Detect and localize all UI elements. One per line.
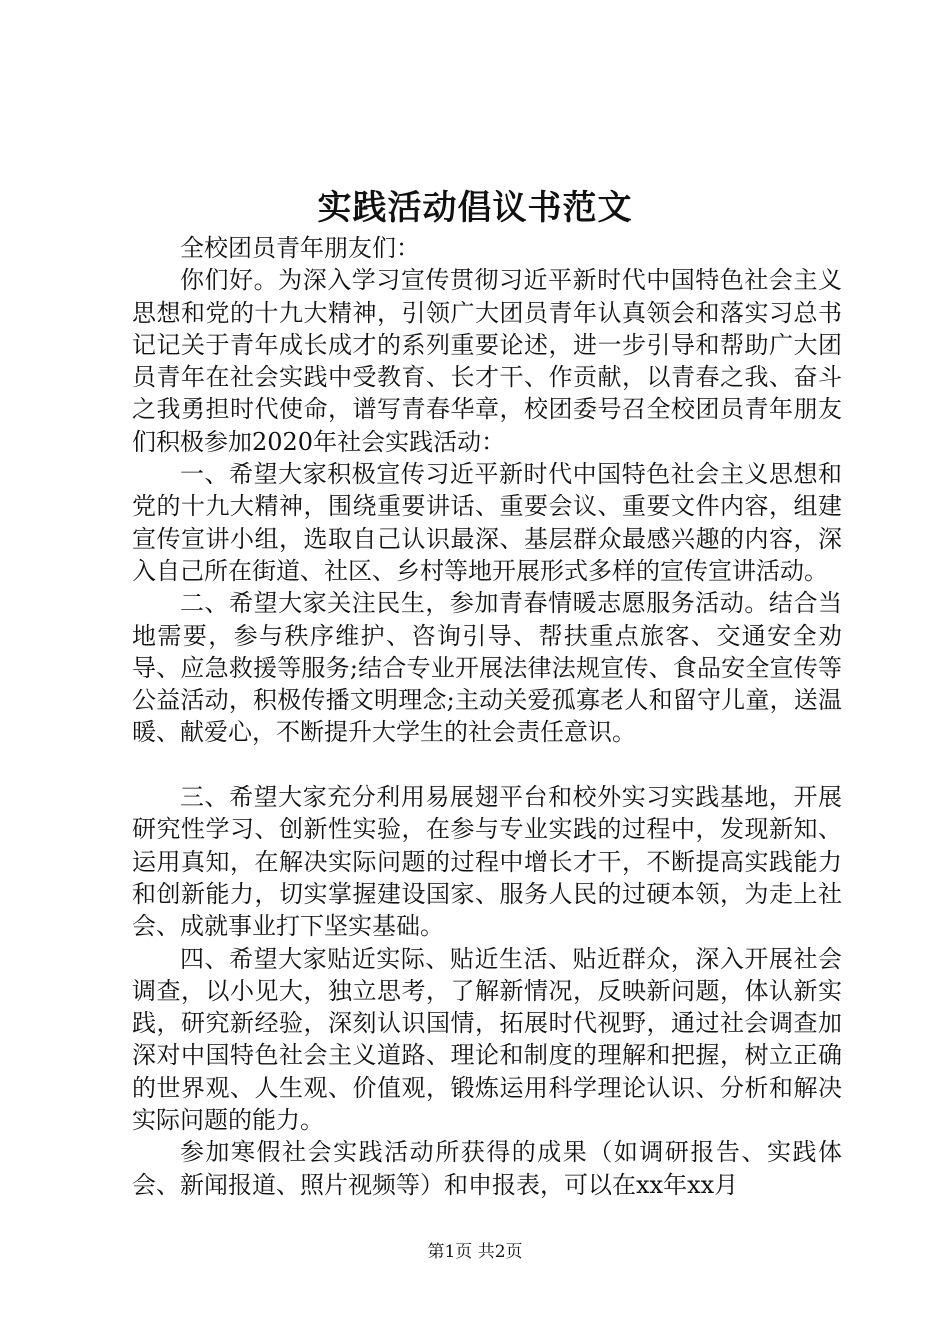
submission-paragraph: 参加寒假社会实践活动所获得的成果（如调研报告、实践体会、新闻报道、照片视频等）和申报表，可以在xx年xx月 — [132, 1138, 842, 1199]
blank-line — [132, 749, 842, 781]
point-one-paragraph: 一、希望大家积极宣传习近平新时代中国特色社会主义思想和党的十九大精神，围绕重要讲话、重要会议、重要文件内容，组建宣传宣讲小组，选取自己认识最深、基层群众最感兴趣的内容，深入自己所在街道、社区、乡村等地开展形式多样的宣传宣讲活动。 — [132, 460, 842, 585]
page-number-footer: 第1页 共2页 — [427, 1242, 523, 1262]
intro-paragraph: 你们好。为深入学习宣传贯彻习近平新时代中国特色社会主义思想和党的十九大精神，引领广大团员青年认真领会和落实习总书记记关于青年成长成才的系列重要论述，进一步引导和帮助广大团员青年在社会实践中受教育、长才干、作贡献，以青春之我、奋斗之我勇担时代使命，谱写青春华章，校团委号召全校团员青年朋友们积极参加2020年社会实践活动： — [132, 266, 842, 456]
point-four-paragraph: 四、希望大家贴近实际、贴近生活、贴近群众，深入开展社会调查，以小见大，独立思考，了解新情况，反映新问题，体认新实践，研究新经验，深刻认识国情，拓展时代视野，通过社会调查加深对中国特色社会主义道路、理论和制度的理解和把握，树立正确的世界观、人生观、价值观，锻炼运用科学理论认识、分析和解决实际问题的能力。 — [132, 944, 842, 1135]
point-three-paragraph: 三、希望大家充分利用易展翅平台和校外实习实践基地，开展研究性学习、创新性实验，在参与专业实践的过程中，发现新知、运用真知，在解决实际问题的过程中增长才干，不断提高实践能力和创新能力，切实掌握建设国家、服务人民的过硬本领，为走上社会、成就事业打下坚实基础。 — [132, 783, 842, 941]
salutation: 全校团员青年朋友们： — [180, 234, 420, 262]
document-body — [132, 232, 842, 1201]
point-two-paragraph: 二、希望大家关注民生，参加青春情暖志愿服务活动。结合当地需要，参与秩序维护、咨询引导、帮扶重点旅客、交通安全劝导、应急救援等服务;结合专业开展法律法规宣传、食品安全宣传等公益活动，积极传播文明理念;主动关爱孤寡老人和留守儿童，送温暖、献爱心，不断提升大学生的社会责任意识。 — [132, 589, 842, 747]
document-title: 实践活动倡议书范文 — [317, 188, 633, 228]
